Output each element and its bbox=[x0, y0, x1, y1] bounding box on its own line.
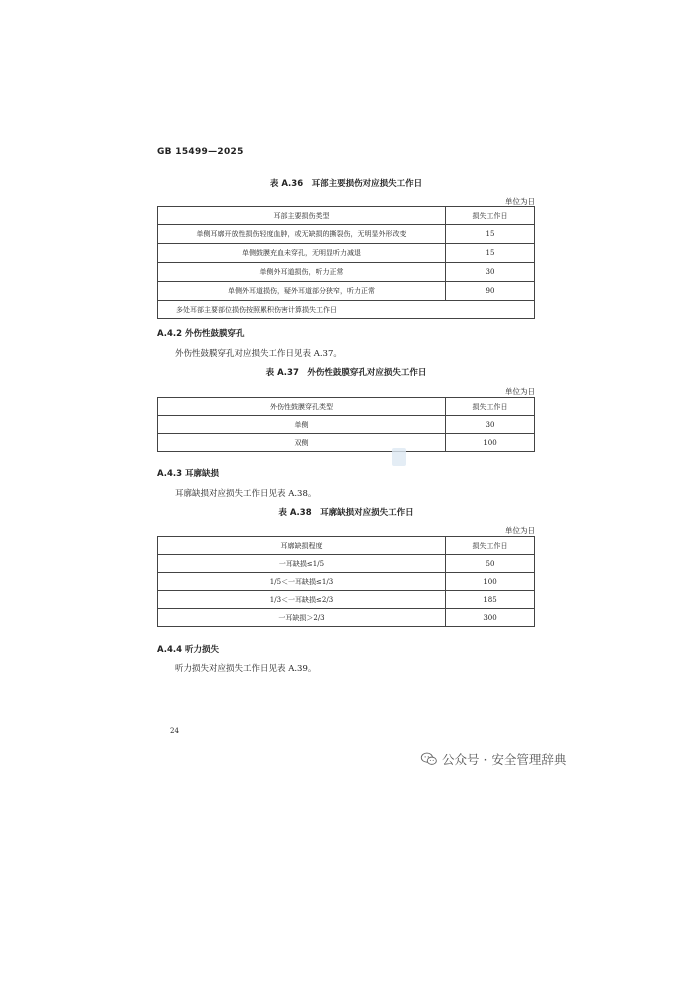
table-cell: 100 bbox=[446, 434, 535, 452]
table-cell: 单侧耳廓开放性损伤轻度血肿，或无缺损的撕裂伤，无明显外形改变 bbox=[158, 225, 446, 244]
table-cell: 单侧 bbox=[158, 416, 446, 434]
table-a36-unit: 单位为日 bbox=[505, 197, 535, 206]
table-row bbox=[158, 434, 535, 452]
standard-code: GB 15499—2025 bbox=[157, 147, 244, 157]
page-mark bbox=[392, 448, 406, 466]
table-header-cell: 耳廓缺损程度 bbox=[158, 537, 446, 555]
section-title: 听力损失 bbox=[185, 645, 220, 655]
table-a38-unit: 单位为日 bbox=[505, 526, 535, 535]
table-row bbox=[158, 573, 535, 591]
section-number: A.4.3 bbox=[157, 469, 183, 479]
table-cell: 300 bbox=[446, 609, 535, 627]
table-header-cell: 损失工作日 bbox=[446, 537, 535, 555]
table-cell: 一耳缺损＞2/3 bbox=[158, 609, 446, 627]
table-row bbox=[158, 555, 535, 573]
watermark-text: 公众号 · 安全管理辞典 bbox=[442, 752, 567, 767]
wechat-icon bbox=[420, 752, 438, 766]
table-header-row bbox=[158, 207, 535, 225]
table-a36 bbox=[157, 206, 535, 319]
section-heading-a44 bbox=[157, 643, 219, 655]
section-number: A.4.2 bbox=[157, 329, 183, 339]
table-cell: 185 bbox=[446, 591, 535, 609]
table-cell: 30 bbox=[446, 416, 535, 434]
table-cell: 1/3＜一耳缺损≤2/3 bbox=[158, 591, 446, 609]
table-row bbox=[158, 263, 535, 282]
table-cell: 1/5＜一耳缺损≤1/3 bbox=[158, 573, 446, 591]
table-a38-caption: 表 A.38 耳廓缺损对应损失工作日 bbox=[278, 508, 414, 518]
section-heading-a42 bbox=[157, 327, 245, 339]
table-row bbox=[158, 244, 535, 263]
table-header-cell: 耳部主要损伤类型 bbox=[158, 207, 446, 225]
table-row bbox=[158, 591, 535, 609]
table-row bbox=[158, 416, 535, 434]
table-cell: 30 bbox=[446, 263, 535, 282]
table-note-row bbox=[158, 301, 535, 319]
table-a37-unit: 单位为日 bbox=[505, 387, 535, 396]
watermark bbox=[420, 750, 566, 768]
table-row bbox=[158, 225, 535, 244]
table-cell: 双侧 bbox=[158, 434, 446, 452]
table-cell: 15 bbox=[446, 244, 535, 263]
section-title: 外伤性鼓膜穿孔 bbox=[185, 329, 245, 339]
table-cell: 一耳缺损≤1/5 bbox=[158, 555, 446, 573]
section-heading-a43 bbox=[157, 467, 219, 479]
table-a37 bbox=[157, 397, 535, 452]
paragraph-a44: 听力损失对应损失工作日见表 A.39。 bbox=[175, 664, 317, 674]
section-number: A.4.4 bbox=[157, 645, 183, 655]
table-cell: 15 bbox=[446, 225, 535, 244]
table-row bbox=[158, 609, 535, 627]
paragraph-a42: 外伤性鼓膜穿孔对应损失工作日见表 A.37。 bbox=[175, 349, 342, 359]
table-header-cell: 损失工作日 bbox=[446, 207, 535, 225]
table-cell: 50 bbox=[446, 555, 535, 573]
table-header-row bbox=[158, 537, 535, 555]
paragraph-a43: 耳廓缺损对应损失工作日见表 A.38。 bbox=[175, 489, 317, 499]
page-number: 24 bbox=[170, 727, 179, 735]
table-a37-caption: 表 A.37 外伤性鼓膜穿孔对应损失工作日 bbox=[265, 368, 427, 378]
table-row bbox=[158, 282, 535, 301]
table-a38 bbox=[157, 536, 535, 627]
table-cell: 单侧外耳道损伤，听力正常 bbox=[158, 263, 446, 282]
table-cell: 单侧外耳道损伤，疑外耳道部分狭窄，听力正常 bbox=[158, 282, 446, 301]
section-title: 耳廓缺损 bbox=[185, 469, 220, 479]
table-header-cell: 损失工作日 bbox=[446, 398, 535, 416]
table-cell: 90 bbox=[446, 282, 535, 301]
table-a36-caption: 表 A.36 耳部主要损伤对应损失工作日 bbox=[269, 179, 423, 189]
table-header-row bbox=[158, 398, 535, 416]
table-cell: 100 bbox=[446, 573, 535, 591]
table-header-cell: 外伤性鼓膜穿孔类型 bbox=[158, 398, 446, 416]
table-cell: 单侧鼓膜充血未穿孔，无明显听力减退 bbox=[158, 244, 446, 263]
table-note: 多处耳部主要部位损伤按照累积伤害计算损失工作日 bbox=[158, 301, 535, 319]
